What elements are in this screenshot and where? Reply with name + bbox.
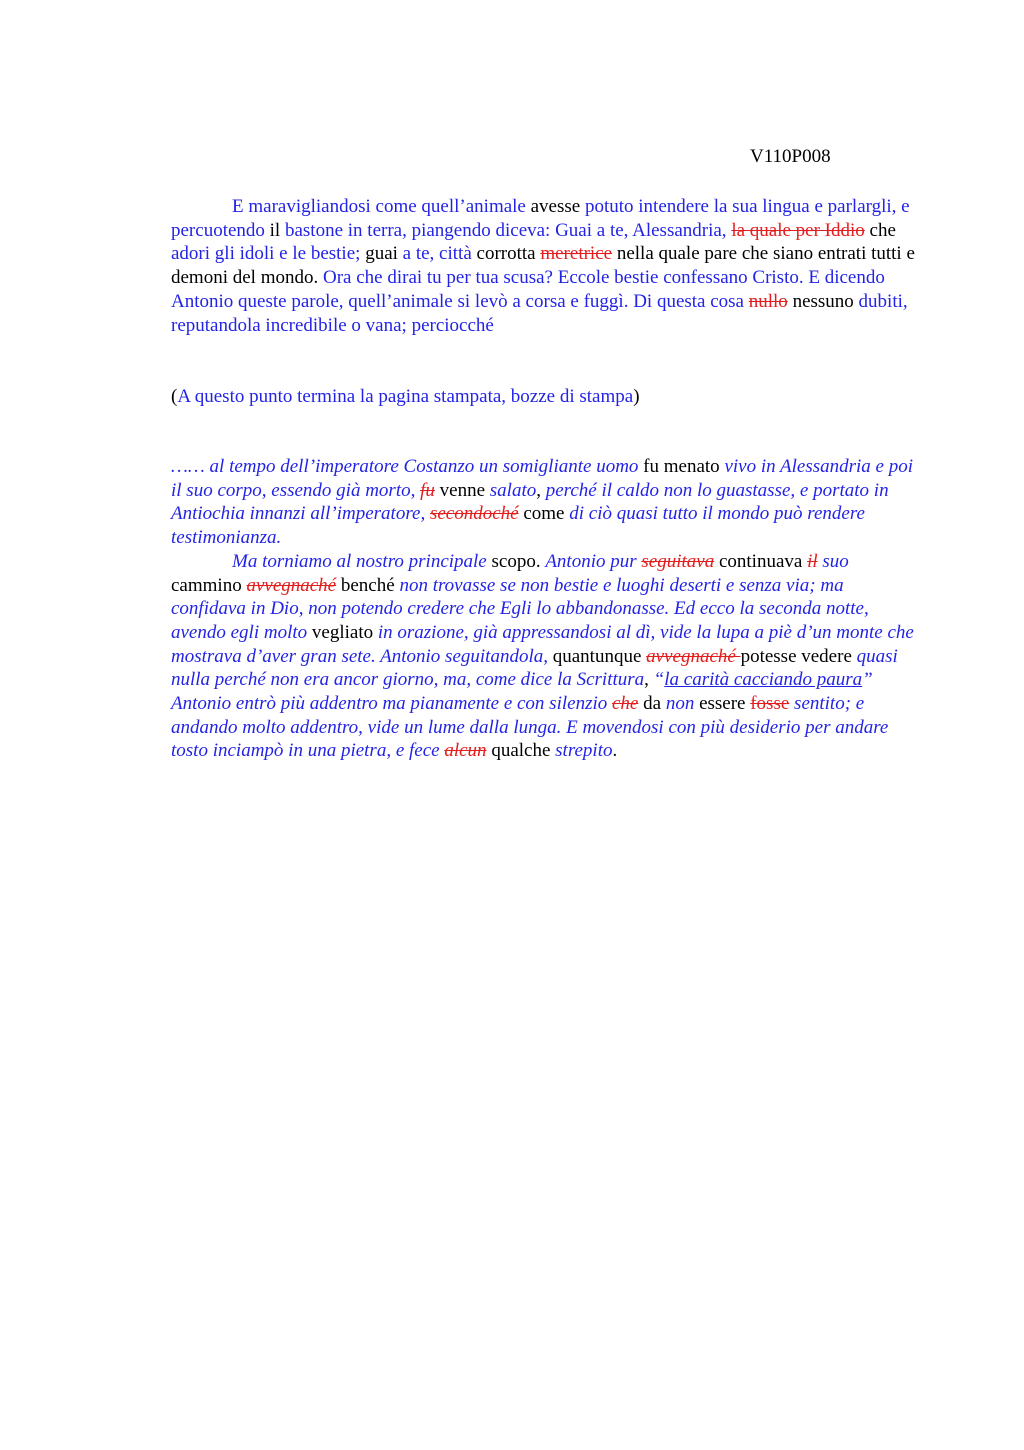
deleted-text: alcun <box>444 740 487 762</box>
original-text: il <box>269 219 285 241</box>
revised-text: quasi nulla perché non era ancor giorno, ma, come dice la Scrittura <box>171 645 903 691</box>
revised-text: …… al tempo dell’imperatore Costanzo un somigliante uomo <box>171 456 644 477</box>
deleted-text: meretrice <box>540 243 613 265</box>
original-text: cammino <box>171 550 854 596</box>
revised-text: strepito <box>555 740 613 762</box>
original-text: continuava <box>714 550 808 572</box>
original-text: . <box>612 740 618 762</box>
original-text: , <box>644 669 654 691</box>
original-text: come <box>518 503 570 525</box>
revised-text: bastone in terra, piangendo diceva: Guai a te, Alessandria, <box>284 219 732 241</box>
revised-text: Ora che dirai tu per tua scusa? Eccole bestie confessano Cristo. E dicendo Antonio queste parole, quell’animale si levò a corsa e fuggì. Di questa cosa <box>171 267 889 312</box>
original-text: ( <box>171 386 178 407</box>
deleted-text: secondoché <box>429 503 519 525</box>
revised-text: di ciò quasi tutto il mondo può rendere testimonianza. <box>171 503 870 549</box>
original-text: corrotta <box>476 243 541 265</box>
note-paragraph <box>171 385 923 409</box>
revised-text: E maravigliandosi come quell’animale <box>232 196 531 217</box>
revised-text: suo <box>822 550 849 572</box>
deleted-text: che <box>612 693 639 715</box>
revised-text: adori gli idoli e le bestie; <box>171 243 366 265</box>
revised-text: sentito; e andando molto addentro, vide un lume dalla lunga. E movendosi con più desiderio per andare tosto inciampò in una pietra, e fece <box>171 693 894 762</box>
original-text: quantunque <box>552 645 647 667</box>
original-text: benché <box>336 574 400 596</box>
original-text: venne <box>434 479 490 501</box>
revised-text: A questo punto termina la pagina stampata, bozze di stampa <box>177 386 634 407</box>
page-identifier: V110P008 <box>750 146 831 167</box>
original-text: ) <box>633 386 640 407</box>
revised-text: non trovasse se non bestie e luoghi deserti e senza via; ma confidava in Dio, non potendo credere che Egli lo abbandonasse. Ed ecco la seconda notte, avendo egli molto <box>171 574 874 643</box>
deleted-text: fu <box>420 479 435 501</box>
original-text: nella quale pare che siano entrati tutti e demoni del mondo. <box>171 243 920 289</box>
revised-text: perché il caldo non lo guastasse, e portato in Antiochia innanzi all’imperatore, <box>171 479 893 525</box>
printed-text-block <box>171 195 923 337</box>
deleted-text: nullo <box>748 290 788 312</box>
manuscript-text-block <box>171 455 923 763</box>
paragraph-3 <box>171 550 923 763</box>
deleted-text: fosse <box>750 693 790 715</box>
deleted-text: la quale per Iddio <box>731 219 865 241</box>
original-text: guai <box>365 243 403 265</box>
original-text: scopo. <box>491 550 546 572</box>
original-text: avesse <box>530 196 585 217</box>
original-text: da <box>638 693 666 715</box>
original-text: nessuno <box>787 290 859 312</box>
revised-text: non <box>665 693 700 715</box>
original-text: che <box>864 219 901 241</box>
revised-text: Ma torniamo al nostro principale <box>232 550 492 572</box>
deleted-text: il <box>807 550 818 572</box>
revised-text: a te, città <box>402 243 477 265</box>
revised-text: vivo in Alessandria e poi il suo corpo, essendo già morto, <box>171 456 918 501</box>
revised-text: la carità cacciando paura <box>664 669 863 691</box>
deleted-text: avvegnaché <box>246 574 337 596</box>
revised-text: in orazione, già appressandosi al dì, vide la lupa a piè d’un monte che mostrava d’aver gran sete. Antonio seguitandola, <box>171 621 919 667</box>
deleted-text: seguitava <box>641 550 715 572</box>
editorial-note <box>171 385 923 409</box>
revised-text: salato <box>489 479 537 501</box>
paragraph-1 <box>171 195 923 337</box>
original-text: potesse vedere <box>740 645 857 667</box>
paragraph-2 <box>171 455 923 550</box>
revised-text: Antonio pur <box>545 550 642 572</box>
original-text: qualche <box>486 740 556 762</box>
original-text: vegliato <box>311 621 378 643</box>
revised-text: potuto intendere la sua lingua e parlargli, e percuotendo <box>171 196 915 241</box>
revised-text: ” Antonio entrò più addentro ma pianamente e con silenzio <box>171 669 878 715</box>
original-text: , <box>536 479 546 501</box>
deleted-text: avvegnaché <box>646 645 741 667</box>
revised-text: dubiti, reputandola incredibile o vana; perciocché <box>171 290 913 336</box>
original-text: fu menato <box>643 456 725 477</box>
revised-text: “ <box>653 669 665 691</box>
original-text: essere <box>699 693 751 715</box>
